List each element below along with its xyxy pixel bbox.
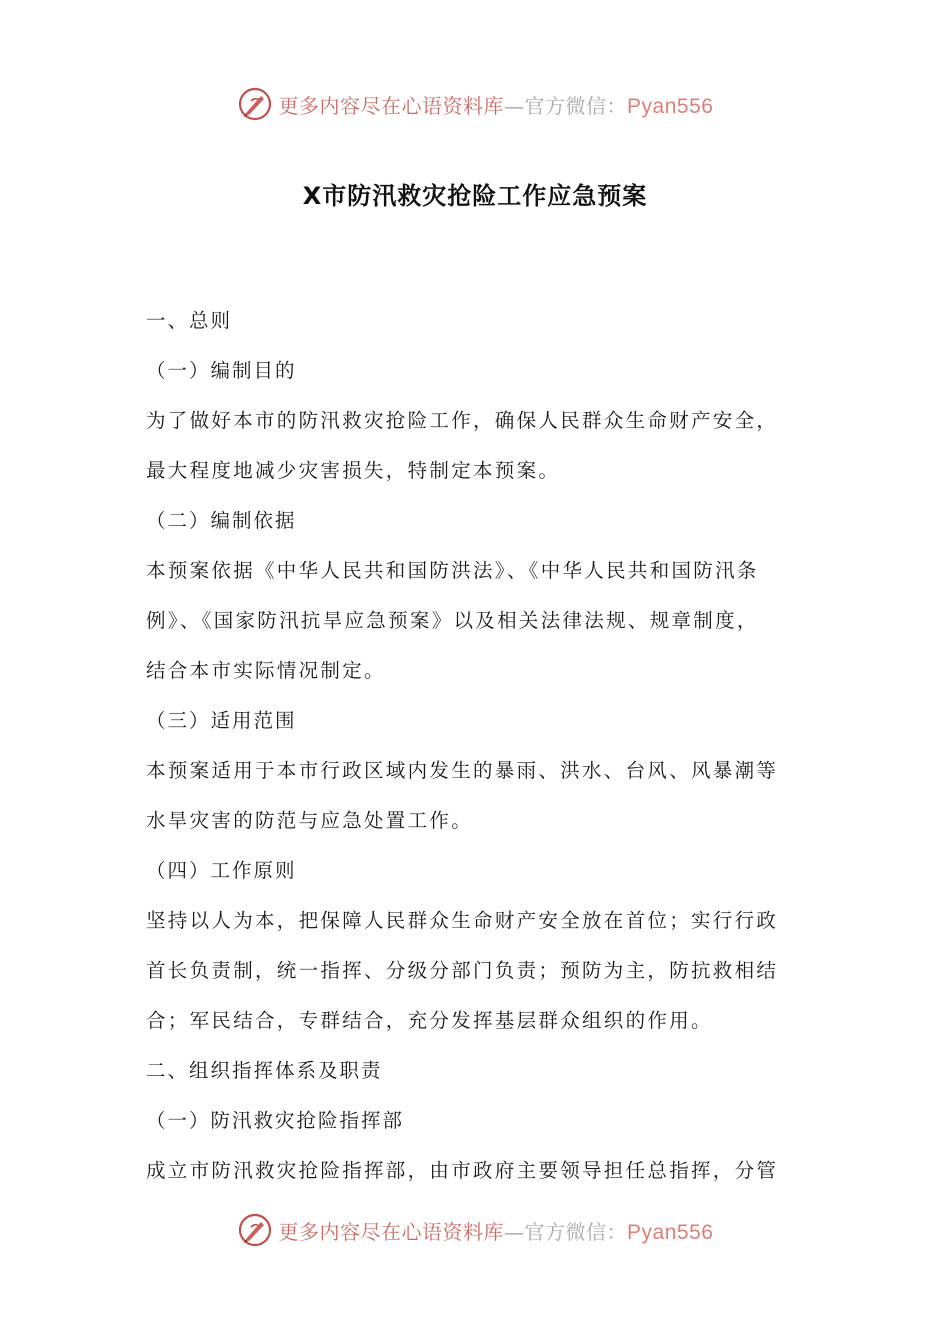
section-heading: 二、组织指挥体系及职责 [146, 1059, 383, 1082]
paragraph-line: 本预案适用于本市行政区域内发生的暴雨、洪水、台风、风暴潮等 [146, 759, 779, 782]
section-heading: 一、总则 [146, 309, 233, 332]
paragraph-line: 坚持以人为本，把保障人民群众生命财产安全放在首位；实行行政 [146, 909, 779, 932]
watermark-banner-top [0, 82, 950, 126]
watermark-wechat-id: Pyan556 [627, 94, 714, 118]
subsection-heading: （一）防汛救灾抢险指挥部 [146, 1109, 405, 1132]
paragraph-line: 成立市防汛救灾抢险指挥部，由市政府主要领导担任总指挥，分管 [146, 1159, 779, 1182]
watermark-separator: — [504, 1219, 525, 1244]
document-title: X市防汛救灾抢险工作应急预案 [302, 182, 648, 210]
paragraph-line: 合；军民结合，专群结合，充分发挥基层群众组织的作用。 [146, 1009, 713, 1032]
paragraph-line: 首长负责制，统一指挥、分级分部门负责；预防为主，防抗救相结 [146, 959, 779, 982]
watermark-wechat-id: Pyan556 [627, 1220, 714, 1244]
watermark-wechat-label: 官方微信： [524, 93, 628, 118]
watermark-text [279, 1216, 714, 1245]
pen-logo-icon [237, 86, 273, 122]
pen-logo-icon [237, 1212, 273, 1248]
watermark-main: 更多内容尽在心语资料库 [278, 93, 505, 118]
watermark-separator: — [504, 93, 525, 118]
subsection-heading: （二）编制依据 [146, 509, 297, 532]
subsection-heading: （三）适用范围 [146, 709, 297, 732]
paragraph-line: 为了做好本市的防汛救灾抢险工作，确保人民群众生命财产安全， [146, 409, 779, 432]
watermark-text [279, 90, 714, 119]
paragraph-line: 例》、《国家防汛抗旱应急预案》以及相关法律法规、规章制度， [146, 609, 759, 632]
subsection-heading: （四）工作原则 [146, 859, 297, 882]
watermark-banner-bottom [0, 1208, 950, 1252]
paragraph-line: 最大程度地减少灾害损失，特制定本预案。 [146, 459, 561, 482]
watermark-main: 更多内容尽在心语资料库 [278, 1219, 505, 1244]
watermark-wechat-label: 官方微信： [524, 1219, 628, 1244]
paragraph-line: 本预案依据《中华人民共和国防洪法》、《中华人民共和国防汛条 [146, 559, 759, 582]
paragraph-line: 结合本市实际情况制定。 [146, 659, 386, 682]
document-body [146, 296, 816, 1196]
subsection-heading: （一）编制目的 [146, 359, 297, 382]
paragraph-line: 水旱灾害的防范与应急处置工作。 [146, 809, 474, 832]
